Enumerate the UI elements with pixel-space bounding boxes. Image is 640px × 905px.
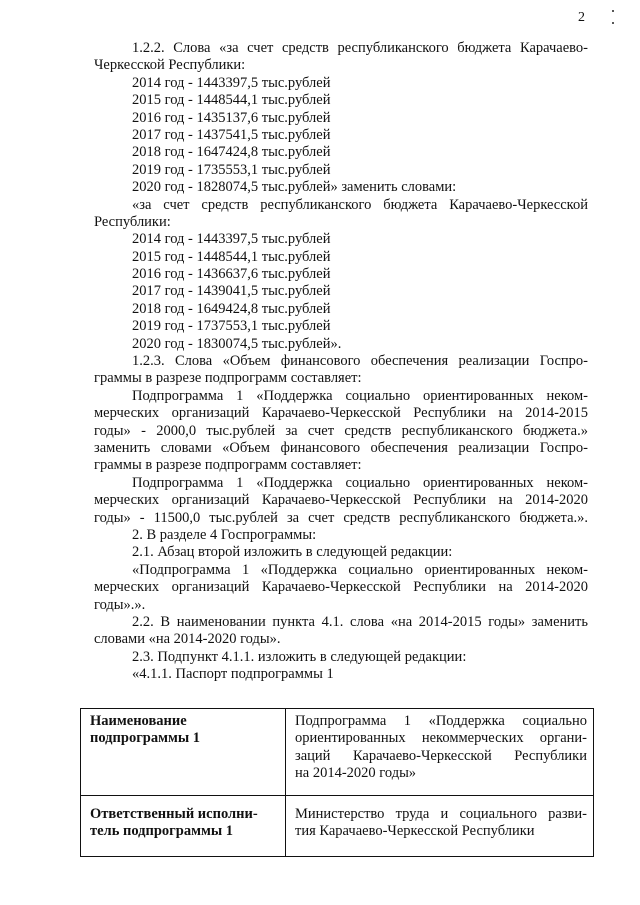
label-line: Ответственный исполни- <box>90 806 258 822</box>
value-line: заций Карачаево-Черкесской Республики <box>295 747 587 764</box>
table-label-cell <box>81 796 286 857</box>
document-line: 2020 год - 1830074,5 тыс.рублей». <box>132 335 342 352</box>
scan-speck <box>612 22 614 24</box>
document-line: 2.1. Абзац второй изложить в следующей редакции: <box>132 544 453 561</box>
document-line: «4.1.1. Паспорт подпрограммы 1 <box>132 666 334 683</box>
value-line: Подпрограмма 1 «Поддержка социально <box>295 713 587 729</box>
document-line: 2016 год - 1436637,6 тыс.рублей <box>132 266 331 283</box>
document-line: 2018 год - 1647424,8 тыс.рублей <box>132 144 331 161</box>
document-line: 2014 год - 1443397,5 тыс.рублей <box>132 74 331 91</box>
document-line: 2019 год - 1735553,1 тыс.рублей <box>132 161 331 178</box>
document-line: 1.2.2. Слова «за счет средств республиканского бюджета Карачаево- <box>132 40 588 56</box>
document-line: 2017 год - 1439041,5 тыс.рублей <box>132 283 331 300</box>
document-line: 2019 год - 1737553,1 тыс.рублей <box>132 318 331 335</box>
scan-speck <box>612 10 614 12</box>
document-line: Черкесской Республики: <box>94 57 246 74</box>
document-line: 2017 год - 1437541,5 тыс.рублей <box>132 126 331 143</box>
document-line: 2. В разделе 4 Госпрограммы: <box>132 526 317 543</box>
document-line: «за счет средств республиканского бюджета Карачаево-Черкесской <box>132 196 588 213</box>
document-line: словами «на 2014-2020 годы». <box>94 631 281 648</box>
document-line: «Подпрограмма 1 «Поддержка социально ориентированных неком- <box>132 561 588 578</box>
document-body <box>94 40 588 683</box>
value-line: ориентированных некоммерческих органи- <box>295 730 587 747</box>
document-line: годы» - 11500,0 тыс.рублей за счет средств республиканского бюджета.». <box>94 509 588 526</box>
document-line: граммы в разрезе подпрограмм составляет: <box>94 457 362 474</box>
document-line: 2016 год - 1435137,6 тыс.рублей <box>132 109 331 126</box>
table-value-cell <box>286 709 594 796</box>
value-line: Министерство труда и социального разви- <box>295 806 587 822</box>
document-line: мерческих организаций Карачаево-Черкесской Республики на 2014-2015 <box>94 405 588 422</box>
document-line: заменить словами «Объем финансового обеспечения реализации Госпро- <box>94 439 588 456</box>
document-line: годы».». <box>94 596 146 613</box>
document-line: Подпрограмма 1 «Поддержка социально ориентированных неком- <box>132 474 588 491</box>
page-number: 2 <box>578 10 585 25</box>
document-line: Подпрограмма 1 «Поддержка социально ориентированных неком- <box>132 387 588 404</box>
table-label-cell <box>81 709 286 796</box>
document-line: Республики: <box>94 213 171 230</box>
label-line: подпрограммы 1 <box>90 730 201 747</box>
document-line: граммы в разрезе подпрограмм составляет: <box>94 370 362 387</box>
document-line: 2020 год - 1828074,5 тыс.рублей» заменить словами: <box>132 179 457 196</box>
subprogram-passport-table <box>80 708 594 857</box>
document-line: 2014 год - 1443397,5 тыс.рублей <box>132 231 331 248</box>
value-line: тия Карачаево-Черкесской Республики <box>295 823 535 840</box>
document-line: 2015 год - 1448544,1 тыс.рублей <box>132 92 331 109</box>
document-line: мерческих организаций Карачаево-Черкесской Республики на 2014-2020 <box>94 579 588 596</box>
document-line: 2015 год - 1448544,1 тыс.рублей <box>132 248 331 265</box>
table-row <box>81 709 594 796</box>
document-line: 2.2. В наименовании пункта 4.1. слова «на 2014-2015 годы» заменить <box>132 613 588 630</box>
document-line: 1.2.3. Слова «Объем финансового обеспечения реализации Госпро- <box>132 353 588 370</box>
table-value-cell <box>286 796 594 857</box>
document-line: 2.3. Подпункт 4.1.1. изложить в следующей редакции: <box>132 648 467 665</box>
label-line: тель подпрограммы 1 <box>90 823 234 840</box>
document-line: мерческих организаций Карачаево-Черкесской Республики на 2014-2020 <box>94 492 588 509</box>
document-line: годы» - 2000,0 тыс.рублей за счет средств республиканского бюджета.» <box>94 422 588 439</box>
value-line: на 2014-2020 годы» <box>295 765 417 782</box>
label-line: Наименование <box>90 713 187 729</box>
table-row <box>81 796 594 857</box>
document-line: 2018 год - 1649424,8 тыс.рублей <box>132 300 331 317</box>
